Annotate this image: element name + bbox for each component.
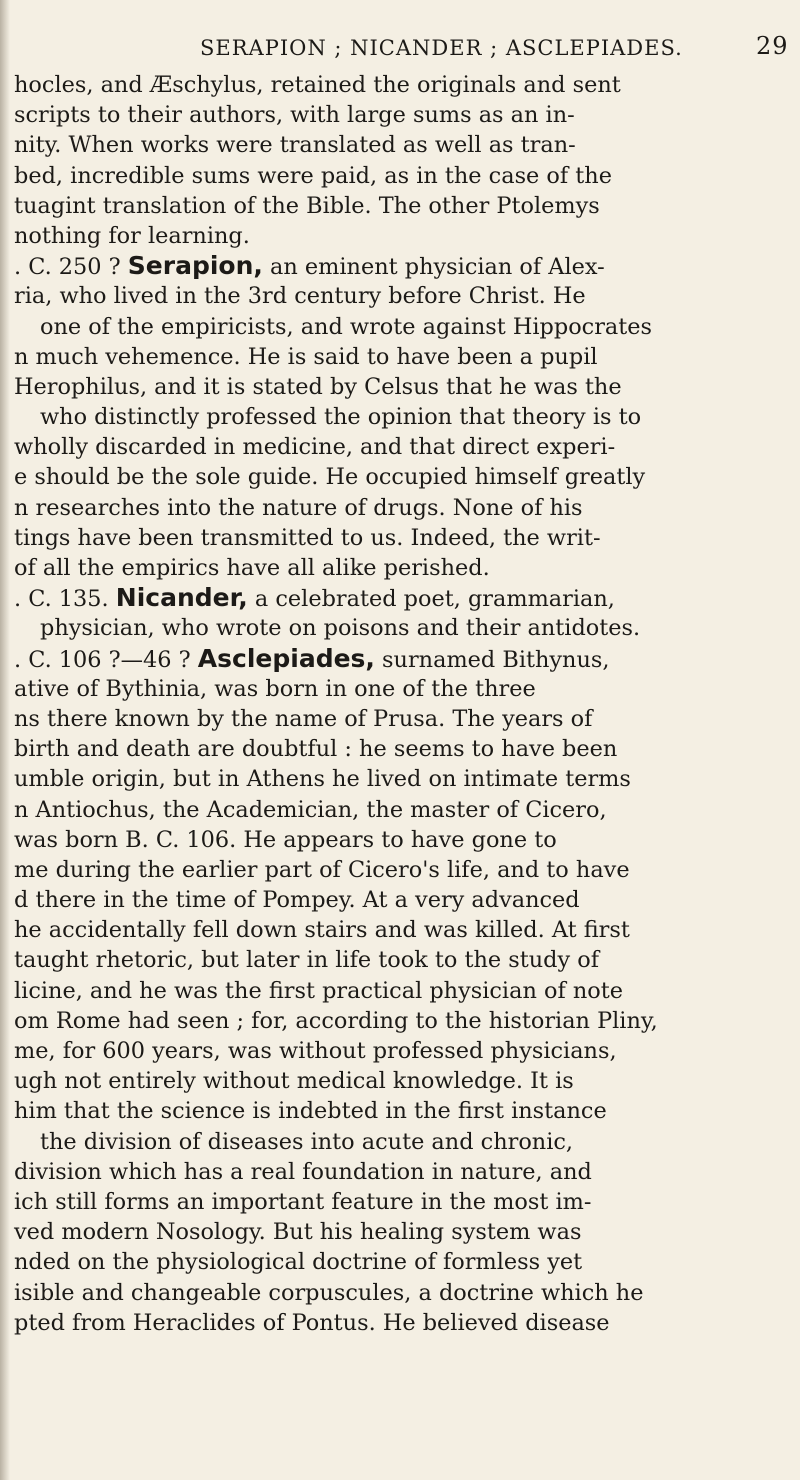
text-line: n researches into the nature of drugs. None of his [14,494,583,521]
text-line: e should be the sole guide. He occupied himself greatly [14,464,646,491]
entry-heading-asclepiades [14,644,786,674]
text-line: ugh not entirely without medical knowledge. It is [14,1068,574,1095]
text-line: tings have been transmitted to us. Indeed, the writ- [14,524,601,551]
text-line: birth and death are doubtful : he seems to have been [14,736,618,763]
text-line: d there in the time of Pompey. At a very advanced [14,887,580,914]
body-text [14,70,786,1338]
entry-heading-nicander [14,583,786,613]
text-line: the division of diseases into acute and chronic, [40,1128,574,1155]
text-line: of all the empirics have all alike perished. [14,555,490,581]
entry-name: Asclepiades, [197,643,375,673]
entry-date: . C. 135. [14,586,109,613]
text-line: nity. When works were translated as well as tran- [14,132,576,159]
text-line: umble origin, but in Athens he lived on intimate terms [14,766,631,793]
text-line: bed, incredible sums were paid, as in the case of the [14,162,612,189]
text-line: him that the science is indebted in the first instance [14,1098,607,1125]
text-line: me during the earlier part of Cicero's life, and to have [14,856,630,883]
text-line: isible and changeable corpuscules, a doctrine which he [14,1279,644,1306]
text-line: licine, and he was the first practical physician of note [14,977,624,1004]
text-line: ative of Bythinia, was born in one of the three [14,675,536,702]
text-line: Herophilus, and it is stated by Celsus that he was the [14,373,622,400]
page-number: 29 [756,32,789,60]
text-line: n much vehemence. He is said to have been a pupil [14,343,598,370]
text-line: was born B. C. 106. He appears to have gone to [14,826,557,853]
running-title: SERAPION ; NICANDER ; ASCLEPIADES. [200,36,683,60]
text-line: physician, who wrote on poisons and their antidotes. [40,615,641,642]
text-line: division which has a real foundation in nature, and [14,1158,592,1185]
text-line: n Antiochus, the Academician, the master of Cicero, [14,796,607,823]
text-line: pted from Heraclides of Pontus. He believed disease [14,1309,610,1336]
text-line: wholly discarded in medicine, and that direct experi- [14,434,616,461]
text-line: one of the empiricists, and wrote against Hippocrates [40,313,653,340]
text-line: ich still forms an important feature in the most im- [14,1188,592,1215]
text-line: nothing for learning. [14,222,250,249]
entry-date: . C. 106 ?—46 ? [14,646,191,673]
text-line: tuagint translation of the Bible. The other Ptolemys [14,192,600,219]
text-line: ria, who lived in the 3rd century before Christ. He [14,283,586,310]
text-line: ns there known by the name of Prusa. The years of [14,705,593,732]
text-line: taught rhetoric, but later in life took to the study of [14,947,600,974]
text-line: hocles, and Æschylus, retained the originals and sent [14,72,621,98]
entry-first-line: surnamed Bithynus, [374,646,610,673]
text-line: ved modern Nosology. But his healing system was [14,1219,582,1246]
entry-date: . C. 250 ? [14,254,121,281]
entry-name: Nicander, [115,583,248,613]
text-line: who distinctly professed the opinion that theory is to [40,404,642,431]
text-line: scripts to their authors, with large sums as an in- [14,102,575,129]
entry-name: Serapion, [127,251,263,281]
text-line: om Rome had seen ; for, according to the historian Pliny, [14,1007,658,1034]
text-line: me, for 600 years, was without professed physicians, [14,1038,617,1064]
entry-first-line: an eminent physician of Alex- [262,254,605,281]
text-line: he accidentally fell down stairs and was killed. At first [14,917,630,944]
text-line: nded on the physiological doctrine of formless yet [14,1249,583,1276]
entry-first-line: a celebrated poet, grammarian, [247,586,615,613]
entry-heading-serapion [14,251,786,281]
page-gutter-shadow [0,0,10,1480]
